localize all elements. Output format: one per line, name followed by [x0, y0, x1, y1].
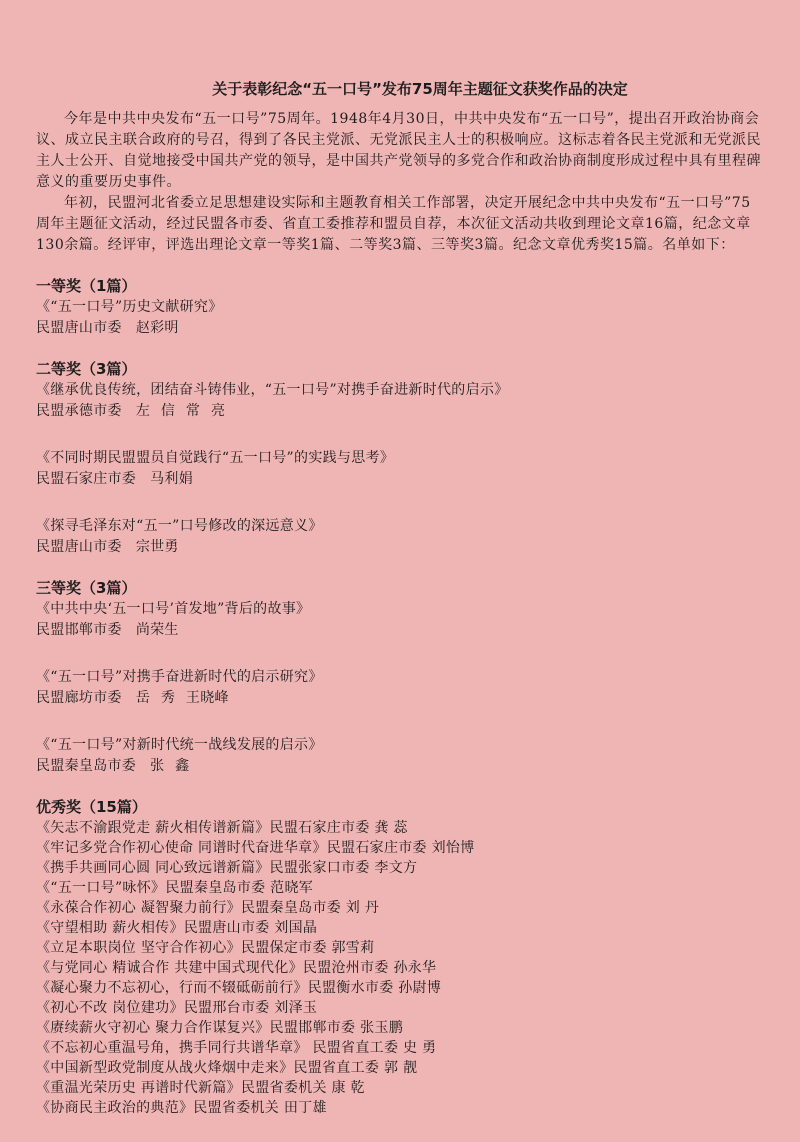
excellence-entry: 《重温光荣历史 再谱时代新篇》民盟省委机关 康 乾	[36, 1080, 365, 1096]
section-first-prize	[36, 276, 764, 339]
work-author: 尚荣生	[135, 622, 179, 638]
work-unit: 民盟石家庄市委	[36, 471, 137, 487]
section-title: 一等奖（1篇）	[36, 277, 137, 295]
work-title: 《中共中央‘五一口号’首发地”背后的故事》	[36, 601, 311, 617]
section-title: 优秀奖（15篇）	[36, 798, 147, 816]
section-third-prize	[36, 578, 764, 777]
excellence-entry: 《中国新型政党制度从战火烽烟中走来》民盟省直工委 郭 靓	[36, 1060, 418, 1076]
work-unit: 民盟邯郸市委	[36, 622, 122, 638]
excellence-entry: 《“五一口号”咏怀》民盟秦皇岛市委 范晓军	[36, 880, 314, 896]
award-entry	[36, 599, 764, 641]
section-title: 三等奖（3篇）	[36, 579, 137, 597]
intro-paragraph-2: 年初，民盟河北省委立足思想建设实际和主题教育相关工作部署，决定开展纪念中共中央发布“五一口号”75周年主题征文活动，经过民盟各市委、省直工委推荐和盟员自荐，本次征文活动共收到理论文章16篇，纪念文章130余篇。经评审，评选出理论文章一等奖1篇、二等奖3篇、三等奖3篇。纪念文章优秀奖15篇。名单如下：	[36, 195, 751, 253]
excellence-entry: 《携手共画同心圆 同心致远谱新篇》民盟张家口市委 李文方	[36, 860, 418, 876]
award-entry	[36, 516, 764, 558]
work-author: 马利娟	[150, 471, 194, 487]
section-title: 二等奖（3篇）	[36, 360, 137, 378]
work-unit-line	[36, 318, 764, 339]
excellence-entry: 《凝心聚力不忘初心，行而不辍砥砺前行》民盟衡水市委 孙尉博	[36, 980, 442, 996]
excellence-entry: 《协商民主政治的典范》民盟省委机关 田丁雄	[36, 1100, 327, 1116]
excellence-entry: 《牢记多党合作初心使命 同谱时代奋进华章》民盟石家庄市委 刘怡博	[36, 840, 475, 856]
work-unit: 民盟廊坊市委	[36, 690, 122, 706]
excellence-entry: 《不忘初心重温号角，携手同行共谱华章》 民盟省直工委 史 勇	[36, 1040, 437, 1056]
excellence-entry: 《永葆合作初心 凝智聚力前行》民盟秦皇岛市委 刘 丹	[36, 900, 380, 916]
work-unit-line	[36, 756, 764, 777]
award-entry	[36, 735, 764, 777]
work-title: 《继承优良传统，团结奋斗铸伟业，“五一口号”对携手奋进新时代的启示》	[36, 382, 509, 398]
excellence-entry: 《赓续薪火守初心 聚力合作谋复兴》民盟邯郸市委 张玉鹏	[36, 1020, 403, 1036]
excellence-entry: 《初心不改 岗位建功》民盟邢台市委 刘泽玉	[36, 1000, 318, 1016]
work-unit: 民盟唐山市委	[36, 320, 122, 336]
work-unit-line	[36, 688, 764, 709]
work-title: 《“五一口号”对携手奋进新时代的启示研究》	[36, 669, 323, 685]
section-second-prize	[36, 359, 764, 558]
award-entry	[36, 380, 764, 422]
work-unit: 民盟唐山市委	[36, 539, 122, 555]
work-unit-line	[36, 537, 764, 558]
excellence-entry: 《守望相助 薪火相传》民盟唐山市委 刘国晶	[36, 920, 318, 936]
work-unit-line	[36, 620, 764, 641]
excellence-entry: 《立足本职岗位 坚守合作初心》民盟保定市委 郭雪莉	[36, 940, 375, 956]
work-author: 张 鑫	[150, 758, 190, 774]
work-title: 《“五一口号”历史文献研究》	[36, 299, 223, 315]
intro-paragraph-1: 今年是中共中央发布“五一口号”75周年。1948年4月30日，中共中央发布“五一口号”，提出召开政治协商会议、成立民主联合政府的号召，得到了各民主党派、无党派民主人士的积极响应。这标志着各民主党派和无党派民主人士公开、自觉地接受中国共产党的领导，是中国共产党领导的多党合作和政治协商制度形成过程中具有里程碑意义的重要历史事件。	[36, 111, 761, 190]
document-title: 关于表彰纪念“五一口号”发布75周年主题征文获奖作品的决定	[212, 80, 628, 98]
work-author: 左 信 常 亮	[135, 403, 226, 419]
work-author: 宗世勇	[135, 539, 179, 555]
work-author: 赵彩明	[135, 320, 179, 336]
award-entry	[36, 448, 764, 490]
excellence-entry: 《矢志不渝跟党走 薪火相传谱新篇》民盟石家庄市委 龚 蕊	[36, 820, 408, 836]
work-title: 《“五一口号”对新时代统一战线发展的启示》	[36, 737, 323, 753]
work-unit-line	[36, 401, 764, 422]
section-excellence-award	[36, 797, 764, 1118]
work-title: 《不同时期民盟盟员自觉践行“五一口号”的实践与思考》	[36, 450, 395, 466]
intro-body	[36, 109, 764, 256]
work-unit: 民盟秦皇岛市委	[36, 758, 137, 774]
work-title: 《探寻毛泽东对“五一”口号修改的深远意义》	[36, 518, 323, 534]
work-unit: 民盟承德市委	[36, 403, 122, 419]
work-unit-line	[36, 469, 764, 490]
work-author: 岳 秀 王晓峰	[135, 690, 229, 706]
award-entry	[36, 297, 764, 339]
excellence-entry: 《与党同心 精诚合作 共建中国式现代化》民盟沧州市委 孙永华	[36, 960, 437, 976]
award-entry	[36, 667, 764, 709]
